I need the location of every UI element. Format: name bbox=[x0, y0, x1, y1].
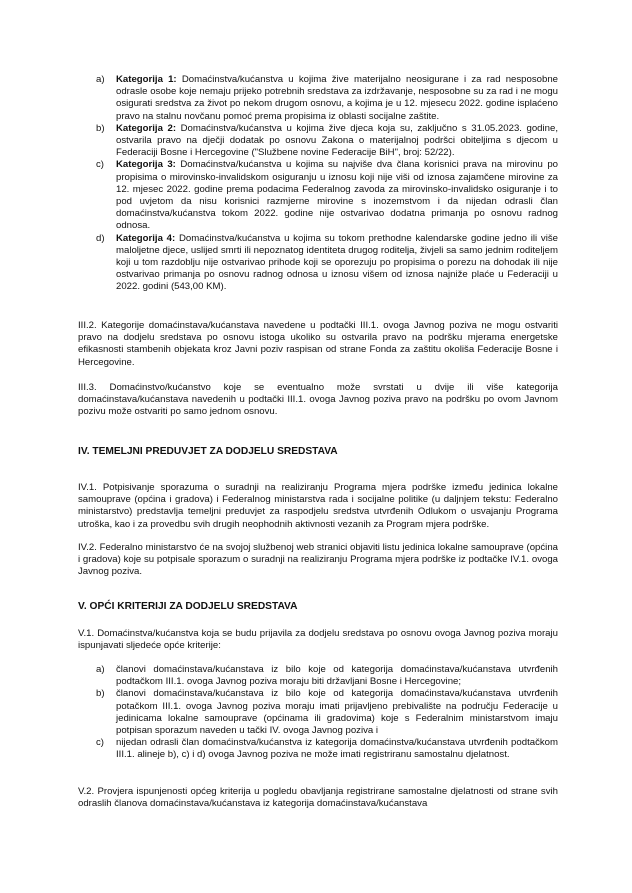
category-text: Domaćinstva/kućanstva u kojima su najviše dva člana korisnici prava na mirovinu po propisima o mirovinsko-invalidskom osiguranju u iznosu koji nije viši od iznosa zajamčene mirovine za 12. mjesec 2022. godine prema podacima Federalnog zavoda za mirovinsko-invalidsko osiguranje i to pod uvjetom da nisu korisnici razmjerne mirovine s inozemstvom i da nijedan odrasli član domaćinstva/kućanstva tokom 2022. godine nije ostvarivao dodatna primanja po osnovu radnog odnosa. bbox=[116, 159, 558, 232]
category-title: Kategorija 1: bbox=[116, 74, 177, 85]
paragraph-iii-2: III.2. Kategorije domaćinstava/kućanstava navedene u podtački III.1. ovoga Javnog poziva ne mogu ostvariti pravo na dodjelu sredstava po osnovu istoga ukoliko su ostvarila pravo na podršku mjerama energetske efikasnosti stambenih objekata kroz Javni poziv raspisan od strane Fonda za zaštitu okoliša Federacije Bosne i Hercegovine. bbox=[78, 320, 558, 368]
list-item-label: d) bbox=[96, 232, 105, 244]
list-item bbox=[96, 123, 558, 160]
list-item-label: a) bbox=[96, 664, 105, 675]
paragraph-v-2: V.2. Provjera ispunjenosti općeg kriterija u pogledu obavljanja registrirane samostalne djelatnosti od strane svih odraslih članova domaćinstava/kućanstava iz kategorija domaćinstava/kućanstava bbox=[78, 786, 558, 810]
category-text: Domaćinstva/kućanstva u kojima žive materijalno neosigurane i za rad nesposobne odrasle osobe koje nemaju prijeko potrebnih sredstava za izdržavanje, nesposobne su za rad i ne mogu osigurati sredstva za život po nekom drugom osnovu, a kojima je u 12. mjesecu 2022. godine isplaćeno pravo na stalnu novčanu pomoć prema propisima iz oblasti socijalne zaštite. bbox=[116, 74, 558, 122]
list-item bbox=[96, 233, 558, 294]
list-item-label: b) bbox=[96, 688, 105, 700]
list-item bbox=[96, 74, 558, 123]
category-title: Kategorija 3: bbox=[116, 159, 176, 171]
list-item bbox=[96, 664, 558, 688]
category-title: Kategorija 2: bbox=[116, 122, 177, 134]
criteria-text: članovi domaćinstava/kućanstava iz bilo koje od kategorija domaćinstava/kućanstava utvrđenih podtačkom III.1. ovoga Javnog poziva moraju biti državljani Bosne i Hercegovine; bbox=[116, 664, 558, 688]
paragraph-v-1: V.1. Domaćinstva/kućanstva koja se budu prijavila za dodjelu sredstava po osnovu ovoga Javnog poziva moraju ispunjavati sljedeće opće kriterije: bbox=[78, 628, 558, 652]
category-text: Domaćinstva/kućanstva u kojima su tokom prethodne kalendarske godine jedno ili više maloljetne djece, uslijed smrti ili nepoznatog identiteta drugog roditelja, živjeli sa samo jednim roditeljem koji u tom razdoblju nije ostvarivao prihode koji se oporezuju po propisima o porezu na dohodak ili nije ostvarivao primanja po osnovu radnog odnosa u iznosu višem od iznosa najniže plaće u Federaciji u 2022. godini (543,00 KM). bbox=[116, 232, 558, 293]
list-item-label: b) bbox=[96, 122, 105, 134]
criteria-text: članovi domaćinstava/kućanstava iz bilo koje od kategorija domaćinstava/kućanstava utvrđenih potačkom III.1. ovoga Javnog poziva moraju imati prijavljeno prebivalište na području Federacije u jedinicama lokalne samouprave (općinama ili gradovima) koje s Federalnim ministarstvom imaju potpisan sporazum naveden u tački IV. ovoga Javnog poziva i bbox=[116, 688, 558, 737]
list-item-label: c) bbox=[96, 737, 104, 749]
list-item-label: a) bbox=[96, 74, 105, 85]
list-item bbox=[96, 737, 558, 761]
list-item bbox=[96, 688, 558, 737]
paragraph-iii-3: III.3. Domaćinstvo/kućanstvo koje se eventualno može svrstati u dvije ili više kategorija domaćinstava/kućanstava navedenih u podtački III.1. ovoga Javnog poziva pravo na podršku po ovom Javnom pozivu može ostvariti po samo jednom osnovu. bbox=[78, 382, 558, 418]
section-heading-iv: IV. TEMELJNI PREDUVJET ZA DODJELU SREDSTAVA bbox=[78, 446, 338, 457]
paragraph-iv-1: IV.1. Potpisivanje sporazuma o suradnji na realiziranju Programa mjera podrške između jedinica lokalne samouprave (općina i gradova) i Federalnog ministarstva rada i socijalne politike (u daljnjem tekstu: Federalno ministarstvo) predstavlja temeljni preduvjet za raspodjelu sredstva utvrđenih Odlukom o usvajanju Programa utroška, kao i za provedbu svih drugih neophodnih aktivnosti vezanih za Program mjera podrške. bbox=[78, 482, 558, 530]
criteria-list bbox=[96, 664, 558, 762]
category-list bbox=[96, 74, 558, 294]
paragraph-iv-2: IV.2. Federalno ministarstvo će na svojoj službenoj web stranici objaviti listu jedinica lokalne samouprave (općina i gradova) koje su potpisale sporazum o suradnji na realiziranju Programa mjera podrške iz podtačke IV.1. ovoga Javnog poziva. bbox=[78, 542, 558, 578]
category-title: Kategorija 4: bbox=[116, 232, 176, 244]
section-heading-v: V. OPĆI KRITERIJI ZA DODJELU SREDSTAVA bbox=[78, 601, 298, 612]
criteria-text: nijedan odrasli član domaćinstva/kućanstva iz kategorija domaćinstva/kućanstava utvrđenih podtačkom III.1. alineje b), c) i d) ovoga Javnog poziva ne može imati registriranu samostalnu djelatnost. bbox=[116, 737, 558, 761]
list-item-label: c) bbox=[96, 159, 104, 171]
list-item bbox=[96, 159, 558, 232]
category-text: Domaćinstva/kućanstva u kojima žive djeca koja su, zaključno s 31.05.2023. godine, ostvarila pravo na dječji dodatak po osnovu Zakona o materijalnoj podršci obiteljima s djecom u Federaciji Bosne i Hercegovine ("Službene novine Federacije BiH", broj: 52/22). bbox=[116, 122, 558, 159]
